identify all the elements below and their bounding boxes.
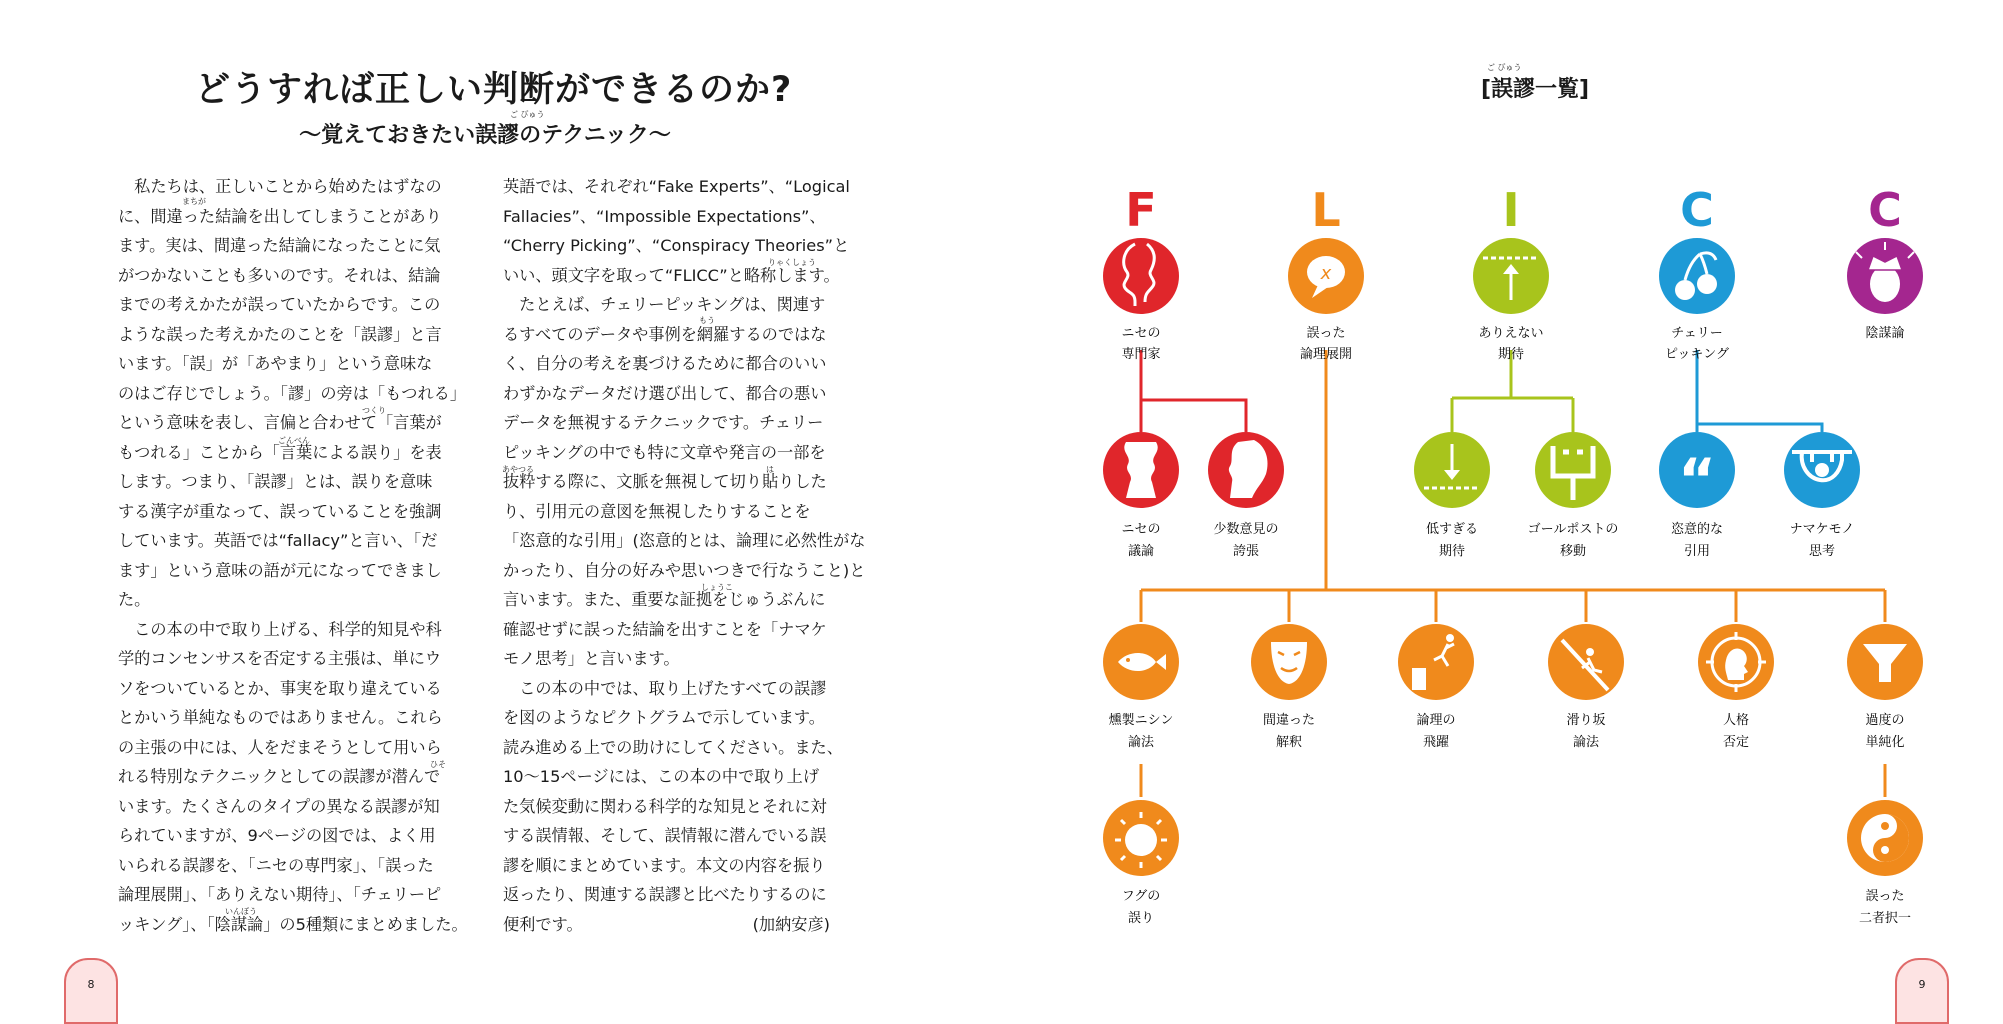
col1-line: います。「誤」が「あやまり」という意味な: [118, 354, 433, 373]
ruby-5: あやつる: [502, 465, 534, 474]
sub-label-blue-2: ナマケモノ: [1789, 522, 1855, 537]
col2-line: する誤情報、そして、誤情報に潜んでいる誤: [503, 826, 827, 845]
col1-line: ッキング」、「陰謀論」の5種類にまとめました。: [118, 914, 468, 934]
col2-line: た気候変動に関わる科学的な知見とそれに対: [503, 796, 827, 816]
category-label-2b: 論理展開: [1299, 347, 1353, 362]
col2-line: かったり、自分の好みや思いつきで行なうこと)と: [503, 560, 866, 580]
sub-label-orange-4: 滑り坂: [1566, 713, 1606, 728]
ruby-8: しょうこ: [701, 583, 733, 592]
category-label-3: ありえない: [1478, 326, 1544, 341]
category-row: [1103, 238, 1923, 362]
col1-line: れる特別なテクニックとしての誤謬が潜んで: [118, 767, 441, 786]
page-number-right: 9: [1895, 958, 1949, 1024]
col2-line: 「恣意的な引用」(恣意的とは、論理に必然性がな: [503, 531, 866, 550]
connector-lines: [1141, 350, 1885, 797]
category-conspiracy: [1847, 238, 1923, 341]
col1-line: られていますが、9ページの図では、よく用: [118, 826, 436, 845]
category-impossible-expectations: [1473, 238, 1549, 362]
col1-line: という意味を表し、言偏と合わせて「言葉が: [118, 413, 442, 432]
col2-line: 英語では、それぞれ“Fake Experts”、“Logical: [503, 177, 850, 196]
col1-line: ます」という意味の語が元になってできまし: [118, 560, 442, 580]
sub-label-orange-1b: 論法: [1127, 735, 1155, 750]
sub-label-orange-2b: 解釈: [1275, 735, 1303, 750]
orange-sub-row-2: [1103, 800, 1923, 926]
letter-l: L: [1311, 183, 1341, 237]
faces-profile-icon: [1103, 238, 1179, 314]
col2-line: 返ったり、関連する誤謬と比べたりするのに: [503, 885, 827, 904]
sub-label-green-1: 低すぎる: [1425, 522, 1479, 537]
cliff-shape: [1412, 668, 1426, 690]
blue-connector: [1697, 350, 1822, 432]
sub-label-blue-2b: 思考: [1808, 544, 1836, 559]
col2-line: 読み進める上での助けにしてください。また、: [503, 737, 843, 757]
col2-line: 謬を順にまとめています。本文の内容を振り: [503, 855, 826, 875]
category-label-1b: 専門家: [1121, 347, 1161, 362]
category-label-4: チェリー: [1671, 326, 1723, 341]
col1-line: します。つまり、「誤謬」とは、誤りを意味: [118, 472, 433, 491]
category-logical-fallacies: [1288, 238, 1364, 362]
col2-line: 便利です。 (加納安彦): [503, 914, 830, 934]
col1-line: ソをついているとか、事実を取り違えている: [118, 678, 442, 698]
sub-label-orange-5b: 否定: [1722, 735, 1750, 750]
col1-line: のはご存じでしょう。「謬」の旁は「もつれる」: [118, 383, 467, 403]
category-label-4b: ピッキング: [1664, 347, 1730, 362]
col2-line: るすべてのデータや事例を網羅するのではな: [503, 324, 827, 344]
col2-line: わずかなデータだけ選び出して、都合の悪い: [503, 383, 827, 403]
col2-line: く、自分の考えを裏づけるために都合のいい: [503, 354, 827, 373]
col2-line: “Cherry Picking”、“Conspiracy Theories”と: [503, 236, 850, 255]
col1-line: がつかないことも多いのです。それは、結論: [118, 265, 441, 285]
puffer-body: [1125, 824, 1157, 856]
col1-line: までの考えかたが誤っていたからです。この: [118, 295, 441, 314]
col2-line: 言います。また、重要な証拠をじゅうぶんに: [503, 590, 826, 609]
page-title: どうすれば正しい判断ができるのか?: [195, 70, 793, 110]
sub-label-orange-6b: 単純化: [1865, 735, 1905, 750]
col1-line: います。たくさんのタイプの異なる誤謬が知: [118, 796, 440, 816]
col2-line: たとえば、チェリーピッキングは、関連す: [503, 295, 826, 314]
page-subtitle: 〜覚えておきたい誤謬のテクニック〜: [299, 123, 671, 148]
blue-sub-row: [1659, 432, 1860, 559]
letter-i: I: [1502, 183, 1520, 237]
col2-line: 確認せずに誤った結論を出すことを「ナマケ: [503, 619, 827, 639]
orange-sub-row: [1103, 624, 1923, 750]
col1-line: 論理展開」、「ありえない期待」、「チェリーピ: [118, 885, 442, 904]
col2-line: モノ思考」と言います。: [503, 649, 680, 668]
diagram-title: [誤謬一覧]: [1480, 77, 1590, 102]
sub-label-orange-8: 誤った: [1865, 889, 1905, 904]
cherries-icon: [1659, 238, 1735, 314]
ruby-9: ひそ: [430, 760, 446, 769]
category-label-3b: 期待: [1497, 347, 1525, 362]
col2-line: り、引用元の意図を無視したりすることを: [503, 501, 811, 521]
slider-head: [1586, 648, 1594, 656]
bubble-x: x: [1320, 263, 1332, 284]
vase-shape: [1124, 442, 1157, 498]
sub-label-orange-2: 間違った: [1262, 713, 1316, 728]
subtitle-ruby: ご びゅう: [510, 110, 545, 119]
sub-label-orange-6: 過度の: [1865, 713, 1905, 728]
quote-glyph: “: [1677, 446, 1717, 514]
col2-line: データを無視するテクニックです。チェリー: [503, 413, 824, 432]
diagram-title-ruby: ご びゅう: [1487, 63, 1522, 72]
col2-line: この本の中では、取り上げたすべての誤謬: [503, 678, 827, 698]
col1-line: の主張の中には、人をだまそうとして用いら: [118, 737, 442, 757]
person-head: [1446, 634, 1454, 642]
col2-line: を図のようなピクトグラムで示しています。: [503, 708, 825, 727]
sub-label-red-2: 少数意見の: [1213, 522, 1279, 537]
ruby-11: りゃくしょう: [768, 258, 816, 267]
letter-f: F: [1125, 183, 1157, 237]
col1-line: しています。英語では“fallacy”と言い、「だ: [118, 531, 438, 550]
sub-label-red-2b: 誇張: [1232, 544, 1260, 559]
red-connector: [1141, 350, 1246, 432]
flicc-letters: [1125, 183, 1902, 237]
sub-label-orange-5: 人格: [1722, 713, 1750, 728]
yin-dot-2: [1881, 846, 1889, 854]
red-sub-row: [1103, 432, 1284, 559]
orange-connector: [1141, 350, 1885, 797]
category-label-2: 誤った: [1306, 326, 1346, 341]
cherry-right: [1697, 274, 1717, 294]
sub-label-orange-3: 論理の: [1416, 713, 1456, 728]
ruby-7: は: [766, 465, 774, 474]
ruby-10: いんぼう: [225, 907, 257, 916]
ruby-1: まちが: [182, 197, 206, 206]
col1-line: いられる誤謬を、「ニセの専門家」、「誤った: [118, 855, 434, 875]
col1-line: する漢字が重なって、誤っていることを強調: [118, 501, 442, 521]
col2-line: Fallacies”、“Impossible Expectations”、: [503, 206, 826, 226]
sub-label-orange-3b: 飛躍: [1422, 735, 1450, 750]
head-shape: [1870, 266, 1900, 302]
yin-dot-1: [1881, 822, 1889, 830]
sloth-face: [1815, 463, 1829, 477]
jumping-person-icon: [1398, 624, 1474, 700]
col2-line: ピッキングの中でも特に文章や発言の一部を: [503, 442, 826, 462]
sub-label-orange-4b: 論法: [1572, 735, 1600, 750]
letter-c2: C: [1868, 183, 1902, 237]
sub-label-orange-7: フグの: [1121, 889, 1161, 904]
category-label-5: 陰謀論: [1865, 326, 1905, 341]
col2-line: 10〜15ページには、この本の中で取り上げ: [503, 767, 820, 786]
col1-line: 私たちは、正しいことから始めたはずなの: [118, 177, 442, 196]
col1-line: ような誤った考えかたのことを「誤謬」と言: [118, 324, 442, 344]
col1-line: 学的コンセンサスを否定する主張は、単にウ: [118, 649, 442, 668]
ruby-2: つくり: [362, 406, 386, 415]
category-label-1: ニセの: [1121, 326, 1161, 341]
sub-label-orange-8b: 二者択一: [1858, 911, 1912, 926]
col1-line: とかいう単純なものではありません。これら: [118, 708, 443, 727]
ruby-4: もう: [699, 316, 715, 325]
category-cherry-picking: [1659, 238, 1735, 362]
sub-label-green-2b: 移動: [1559, 544, 1587, 559]
ruby-3: ごんべん: [278, 436, 310, 445]
sub-label-blue-1b: 引用: [1683, 544, 1711, 559]
sub-label-green-1b: 期待: [1438, 544, 1466, 559]
col1-line: この本の中で取り上げる、科学的知見や科: [118, 619, 442, 639]
sub-label-blue-1: 恣意的な: [1670, 522, 1724, 537]
cherry-left: [1675, 280, 1695, 300]
green-sub-row: [1414, 432, 1618, 559]
category-fake-experts: [1103, 238, 1179, 362]
col1-line: もつれる」ことから「言葉による誤り」を表: [118, 442, 442, 462]
col1-line: ます。実は、間違った結論になったことに気: [118, 236, 441, 255]
sub-label-red-1b: 議論: [1127, 544, 1155, 559]
page-number-left: 8: [64, 958, 118, 1024]
col2-line: いい、頭文字を取って“FLICC”と略称します。: [503, 265, 840, 285]
sub-label-orange-7b: 誤り: [1127, 911, 1155, 926]
sub-label-green-2: ゴールポストの: [1527, 522, 1619, 537]
green-connector: [1452, 350, 1573, 432]
sliding-person-icon: [1548, 624, 1624, 700]
col1-line: た。: [118, 590, 151, 609]
fish-eye: [1126, 658, 1130, 662]
col1-line: に、間違った結論を出してしまうことがあり: [118, 206, 442, 226]
sub-label-orange-1: 燻製ニシン: [1108, 713, 1174, 728]
letter-c1: C: [1680, 183, 1714, 237]
sub-label-red-1: ニセの: [1121, 522, 1161, 537]
col2-line: 抜粋する際に、文脈を無視して切り貼りした: [503, 472, 827, 491]
